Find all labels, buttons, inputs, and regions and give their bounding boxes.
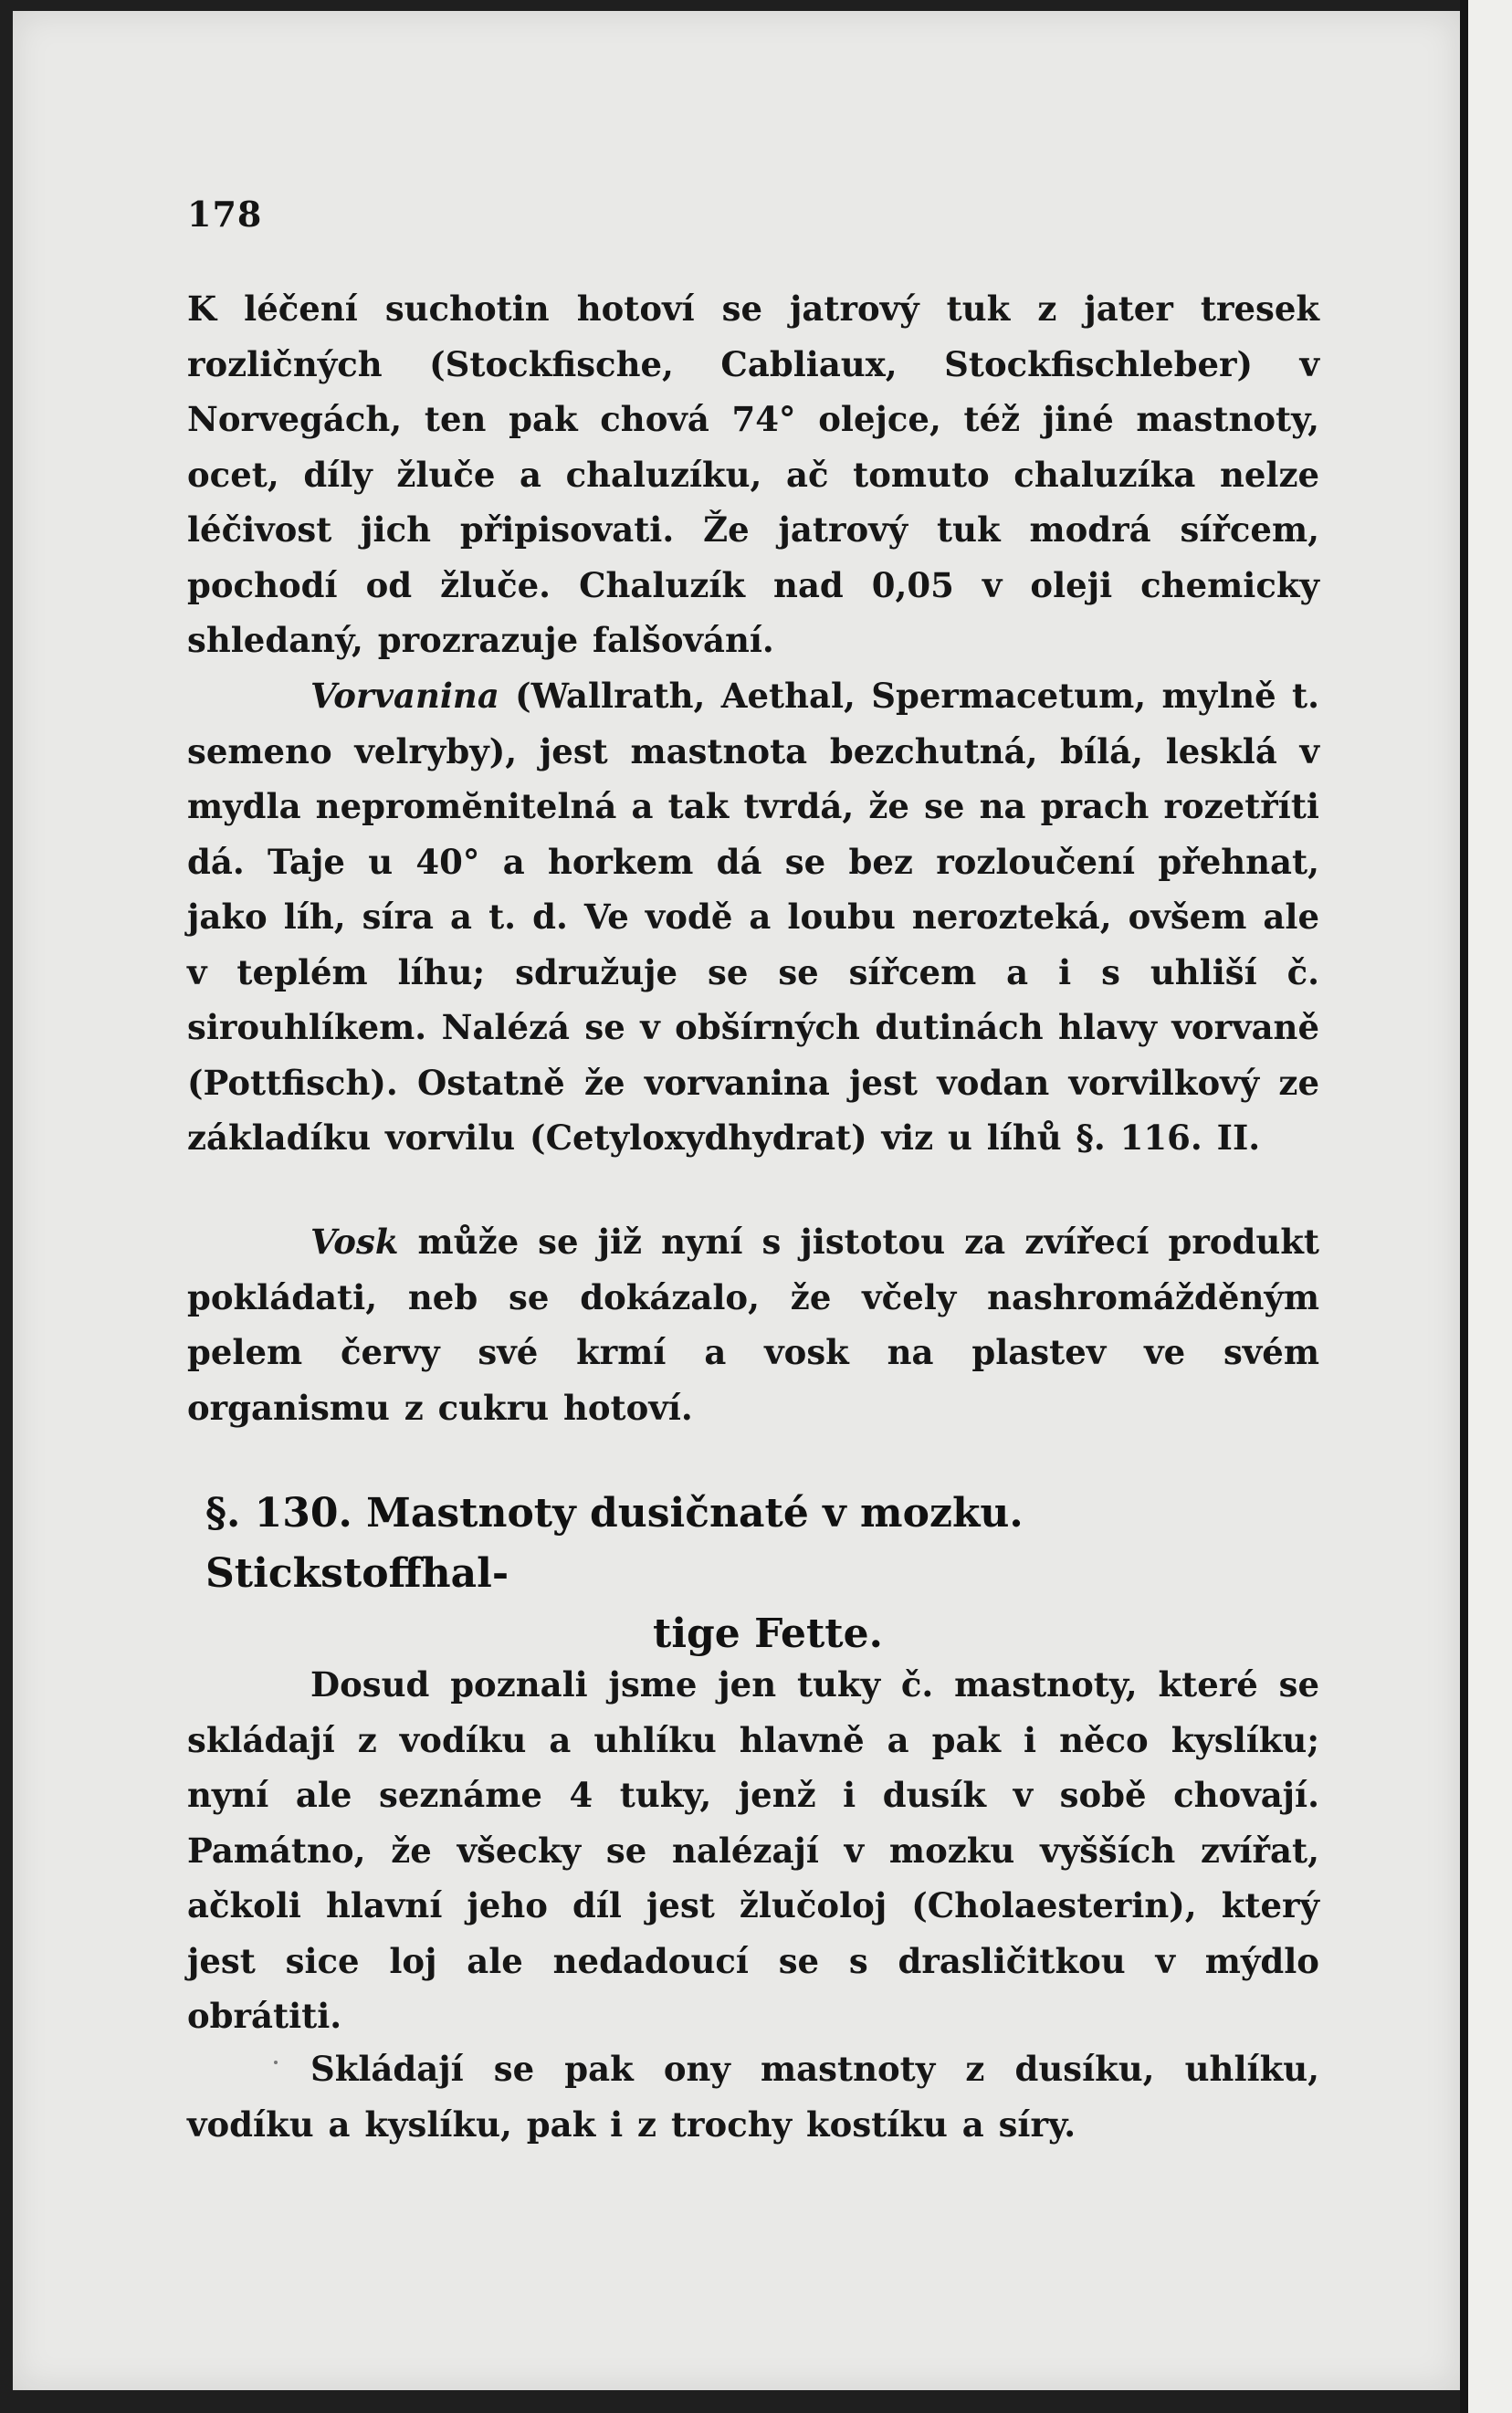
paragraph-text: Dosud poznali jsme jen tuky č. mastnoty, které se skládají z vodíku a uhlíku hlavně a pak i něco kyslíku; nyní ale seznáme 4 tuky, jenž i dusík v sobě chovají. Památno, že všecky se nalézají v mozku vyšších zvířat, ačkoli hlavní jeho díl jest žlučoloj (Cholaesterin), který jest sice loj ale nedadoucí se s drasličitkou v mýdlo obrátiti. bbox=[187, 1664, 1319, 2036]
paragraph-text: K léčení suchotin hotoví se jatrový tuk z jater tresek rozličných (Stockfische, Cabliaux, Stockfischleber) v Norvegách, ten pak chová 74° olejce, též jiné mastnoty, ocet, díly žluče a chaluzíku, ač tomuto chaluzíka nelze léčivost jich připisovati. Že jatrový tuk modrá sířcem, pochodí od žluče. Chaluzík nad 0,05 v oleji chemicky shledaný, prozrazuje falšování. bbox=[187, 289, 1319, 660]
paragraph-cod-liver-oil bbox=[187, 281, 1319, 668]
paper-speck bbox=[274, 2061, 278, 2064]
paragraph-text: Skládají se pak ony mastnoty z dusíku, uhlíku, vodíku a kyslíku, pak i z trochy kostíku a síry. bbox=[187, 2049, 1319, 2145]
section-heading bbox=[205, 1484, 1328, 1664]
next-page-edge bbox=[1468, 0, 1512, 2413]
term-vosk: Vosk bbox=[310, 1222, 399, 1262]
paragraph-vosk bbox=[187, 1214, 1319, 1435]
paragraph-text: může se již nyní s jistotou za zvířecí produkt pokládati, neb se dokázalo, že včely nashromážděným pelem červy své krmí a vosk na plastev ve svém organismu z cukru hotoví. bbox=[187, 1222, 1319, 1428]
heading-row-2 bbox=[205, 1604, 1328, 1664]
page-number: 178 bbox=[187, 194, 263, 235]
paragraph-nitrogen-fats bbox=[187, 1657, 1319, 2044]
paragraph-text: (Wallrath, Aethal, Spermacetum, mylně t. semeno velryby), jest mastnota bezchutná, bílá, lesklá v mydla nepromĕnitelná a tak tvrdá, že se na prach rozetříti dá. Taje u 40° a horkem dá se bez rozloučení přehnat, jako líh, síra a t. d. Ve vodě a loubu nerozteká, ovšem ale v teplém líhu; sdružuje se se sířcem a i s uhliší č. sirouhlíkem. Nalézá se v obšírných dutinách hlavy vorvaně (Pottfisch). Ostatně že vorvanina jest vodan vorvilkový ze základíku vorvilu (Cetyloxydhydrat) viz u líhů §. 116. II. bbox=[187, 676, 1319, 1158]
section-number: §. 130. bbox=[205, 1490, 352, 1537]
section-title-german-cont: tige Fette. bbox=[653, 1610, 883, 1657]
section-title: Mastnoty dusičnaté v mozku. bbox=[366, 1490, 1024, 1537]
term-vorvanina: Vorvanina bbox=[310, 676, 499, 716]
section-title-german: Stickstoffhal- bbox=[205, 1550, 509, 1597]
paragraph-vorvanina bbox=[187, 668, 1319, 1166]
heading-row-1 bbox=[205, 1484, 1328, 1604]
paragraph-composition bbox=[187, 2041, 1319, 2152]
